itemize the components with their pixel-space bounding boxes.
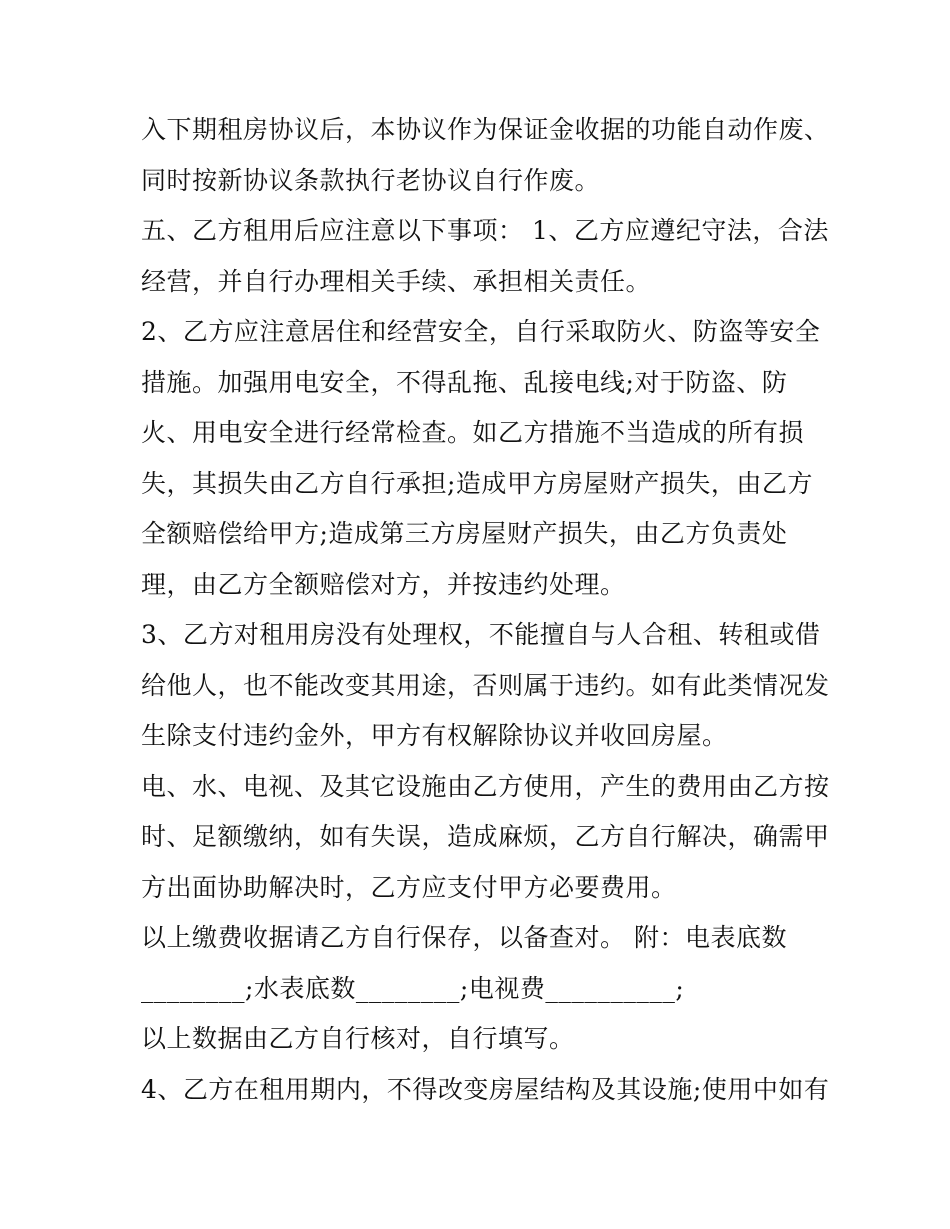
text-line: 同时按新协议条款执行老协议自行作废。 bbox=[141, 166, 601, 195]
text-line: 生除支付违约金外，甲方有权解除协议并收回房屋。 bbox=[141, 721, 728, 750]
text-line: ________;水表底数________;电视费__________; bbox=[141, 974, 685, 1003]
text-line: 方出面协助解决时，乙方应支付甲方必要费用。 bbox=[141, 873, 677, 902]
text-line: 全额赔偿给甲方;造成第三方房屋财产损失，由乙方负责处 bbox=[141, 519, 788, 548]
text-line: 措施。加强用电安全，不得乱拖、乱接电线;对于防盗、防 bbox=[141, 368, 788, 397]
text-line: 电、水、电视、及其它设施由乙方使用，产生的费用由乙方按 bbox=[141, 772, 830, 801]
text-line: 时、足额缴纳，如有失误，造成麻烦，乙方自行解决，确需甲 bbox=[141, 822, 830, 851]
text-line: 理，由乙方全额赔偿对方，并按违约处理。 bbox=[141, 570, 626, 599]
text-line: 给他人，也不能改变其用途，否则属于违约。如有此类情况发 bbox=[141, 671, 830, 700]
text-line: 五、乙方租用后应注意以下事项： 1、乙方应遵纪守法，合法 bbox=[141, 216, 829, 245]
text-line: 经营，并自行办理相关手续、承担相关责任。 bbox=[141, 267, 652, 296]
text-line: 2、乙方应注意居住和经营安全，自行采取防火、防盗等安全 bbox=[141, 317, 821, 346]
text-line: 以上缴费收据请乙方自行保存，以备查对。 附：电表底数 bbox=[141, 923, 787, 952]
text-line: 失，其损失由乙方自行承担;造成甲方房屋财产损失，由乙方 bbox=[141, 469, 813, 498]
text-line: 3、乙方对租用房没有处理权，不能擅自与人合租、转租或借 bbox=[141, 620, 821, 649]
text-line: 以上数据由乙方自行核对，自行填写。 bbox=[141, 1024, 575, 1053]
text-line: 火、用电安全进行经常检查。如乙方措施不当造成的所有损 bbox=[141, 418, 805, 447]
text-line: 4、乙方在租用期内，不得改变房屋结构及其设施;使用中如有 bbox=[141, 1075, 830, 1104]
text-line: 入下期租房协议后，本协议作为保证金收据的功能自动作废、 bbox=[141, 115, 830, 144]
